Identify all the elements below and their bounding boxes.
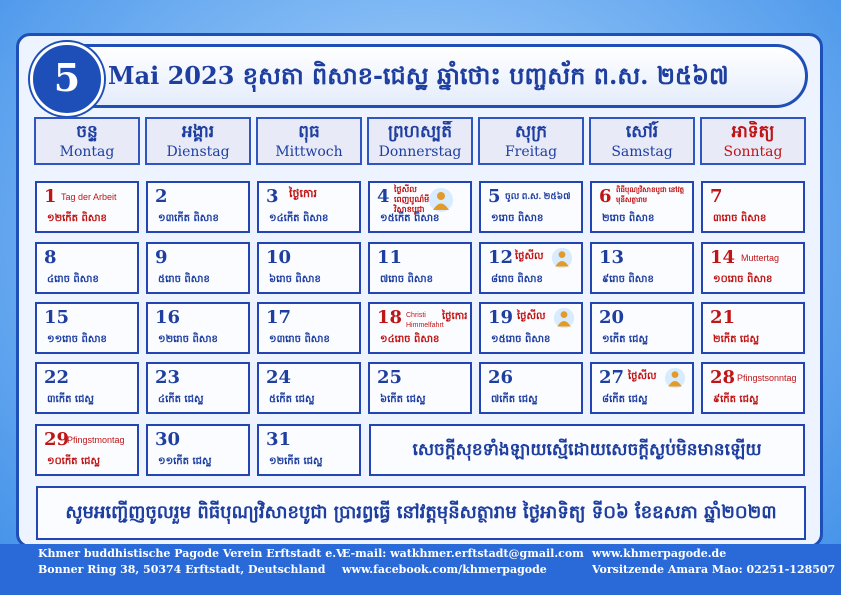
day-number: 22 <box>44 367 70 388</box>
day-number: 6 <box>599 186 612 207</box>
lunar-date: ១រោច ពិសាខ <box>491 213 544 224</box>
sila-day-label: ថ្ងៃសីល <box>517 311 546 322</box>
day-cell-22 <box>35 362 139 414</box>
weekday-km: សៅរ៍ <box>625 122 659 142</box>
weekday-km: សុក្រ <box>514 122 548 142</box>
day-cell-17 <box>257 302 361 354</box>
day-cell-18 <box>368 302 472 354</box>
weekday-de: Dienstag <box>166 144 230 160</box>
holiday-label: Christi Himmelfahrt <box>406 312 444 329</box>
lunar-date: ៦រោច ពិសាខ <box>269 274 321 285</box>
lunar-date: ៦កើត ជេស្ឋ <box>380 394 426 405</box>
lunar-date: ១២កើត ជេស្ឋ <box>269 456 323 467</box>
day-cell-12 <box>479 242 583 294</box>
holiday-label: Tag der Arbeit <box>61 192 117 202</box>
buddha-icon <box>664 367 686 389</box>
lunar-date: ១៥កើត ពិសាខ <box>380 213 440 224</box>
day-number: 8 <box>44 247 57 268</box>
sila-day-label: ថ្ងៃសីល <box>515 251 544 262</box>
day-cell-4 <box>368 181 472 233</box>
weekday-tuesday <box>145 117 251 165</box>
sila-day-label: ថ្ងៃសីល <box>628 371 657 382</box>
day-number: 19 <box>488 307 514 328</box>
buddha-icon <box>428 187 454 213</box>
month-number-badge: 5 <box>30 42 104 116</box>
lunar-date: ១២កើត ពិសាខ <box>47 213 107 224</box>
day-number: 10 <box>266 247 292 268</box>
lunar-date: ៣កើត ជេស្ឋ <box>47 394 94 405</box>
day-number: 21 <box>710 307 736 328</box>
day-number: 29 <box>44 429 70 450</box>
lunar-date: ៤រោច ពិសាខ <box>47 274 99 285</box>
day-number: 23 <box>155 367 181 388</box>
footer-website[interactable]: www.khmerpagode.de <box>592 547 727 560</box>
day-number: 5 <box>488 186 501 207</box>
day-cell-1 <box>35 181 139 233</box>
sila-day-label: ថ្ងៃសីល ពេញបូណ៌មី វិសាខបូជា <box>394 185 430 214</box>
day-number: 30 <box>155 429 181 450</box>
day-number: 9 <box>155 247 168 268</box>
weekday-saturday <box>589 117 695 165</box>
buddhist-quote: សេចក្តីសុខទាំងឡាយស្មើដោយសេចក្តីស្ងប់មិនមានឡើយ <box>369 424 805 476</box>
shaving-day-label: ថ្ងៃកោរ <box>442 311 468 322</box>
lunar-date: ១៥រោច ពិសាខ <box>491 334 551 345</box>
day-cell-31 <box>257 424 361 476</box>
day-cell-28 <box>701 362 805 414</box>
day-number: 1 <box>44 186 57 207</box>
weekday-sunday <box>700 117 806 165</box>
day-cell-9 <box>146 242 250 294</box>
day-number: 12 <box>488 247 514 268</box>
weekday-km: អាទិត្យ <box>731 122 775 142</box>
lunar-date: ១២រោច ពិសាខ <box>158 334 218 345</box>
weekday-km: ចន្ទ <box>76 122 98 142</box>
weekday-de: Samstag <box>611 144 673 160</box>
buddha-icon <box>551 247 573 269</box>
day-cell-16 <box>146 302 250 354</box>
day-number: 31 <box>266 429 292 450</box>
day-number: 20 <box>599 307 625 328</box>
day-cell-2 <box>146 181 250 233</box>
holiday-label: Muttertag <box>741 253 780 263</box>
lunar-date: ៧រោច ពិសាខ <box>380 274 433 285</box>
day-number: 4 <box>377 186 390 207</box>
lunar-date: ៨រោច ពិសាខ <box>491 274 543 285</box>
lunar-date: ១៣កើត ពិសាខ <box>158 213 219 224</box>
day-number: 24 <box>266 367 292 388</box>
footer-address: Bonner Ring 38, 50374 Erftstadt, Deutschland <box>38 563 326 576</box>
buddha-icon <box>553 307 575 329</box>
holiday-label: Pfingstsonntag <box>737 373 797 383</box>
day-cell-26 <box>479 362 583 414</box>
lunar-date: ១កើត ជេស្ឋ <box>602 334 648 345</box>
day-number: 14 <box>710 247 736 268</box>
day-cell-14 <box>701 242 805 294</box>
day-number: 28 <box>710 367 736 388</box>
day-cell-25 <box>368 362 472 414</box>
day-cell-29 <box>35 424 139 476</box>
lunar-date: ៩រោច ពិសាខ <box>602 274 654 285</box>
footer-facebook[interactable]: www.facebook.com/khmerpagode <box>342 563 547 576</box>
day-number: 11 <box>377 247 403 268</box>
weekday-de: Montag <box>59 144 115 160</box>
day-cell-27 <box>590 362 694 414</box>
day-number: 15 <box>44 307 70 328</box>
day-number: 3 <box>266 186 279 207</box>
weekday-km: ព្រហស្បតិ៍ <box>387 122 453 142</box>
footer <box>0 544 841 595</box>
day-cell-15 <box>35 302 139 354</box>
new-era-label: ចូល ព.ស. ២៥៦៧ <box>505 191 571 201</box>
day-number: 17 <box>266 307 292 328</box>
weekday-friday <box>478 117 584 165</box>
weekday-km: ពុធ <box>298 122 320 142</box>
day-number: 13 <box>599 247 625 268</box>
lunar-date: ៧កើត ជេស្ឋ <box>491 394 538 405</box>
weekday-de: Freitag <box>504 144 558 160</box>
day-number: 25 <box>377 367 403 388</box>
lunar-date: ១០កើត ជេស្ឋ <box>47 456 101 467</box>
shaving-day-label: ថ្ងៃកោរ <box>289 188 317 200</box>
weekday-km: អង្គារ <box>181 122 215 142</box>
day-cell-11 <box>368 242 472 294</box>
lunar-date: ១៤រោច ពិសាខ <box>380 334 440 345</box>
day-cell-13 <box>590 242 694 294</box>
day-cell-20 <box>590 302 694 354</box>
day-cell-21 <box>701 302 805 354</box>
lunar-date: ២រោច ពិសាខ <box>602 213 655 224</box>
calendar-title: Mai 2023 ខុសតា ពិសាខ-ជេស្ឋ ឆ្នាំថោះ បញ្ចស័ក ព.ស. ២៥៦៧ <box>108 61 729 90</box>
day-number: 18 <box>377 307 403 328</box>
day-cell-6 <box>590 181 694 233</box>
lunar-date: ៩កើត ជេស្ឋ <box>713 394 759 405</box>
footer-email[interactable]: E-mail: watkhmer.erftstadt@gmail.com <box>342 547 584 560</box>
weekday-de: Mittwoch <box>275 144 343 160</box>
footer-chair: Vorsitzende Amara Mao: 02251-128507 <box>592 563 836 576</box>
lunar-date: ១១រោច ពិសាខ <box>47 334 107 345</box>
day-cell-3 <box>257 181 361 233</box>
day-cell-10 <box>257 242 361 294</box>
weekday-de: Donnerstag <box>378 144 462 160</box>
day-number: 26 <box>488 367 514 388</box>
day-cell-30 <box>146 424 250 476</box>
day-number: 27 <box>599 367 625 388</box>
lunar-date: ៨កើត ជេស្ឋ <box>602 394 648 405</box>
festival-label: ពិធីបុណ្យវិសាខបូជា នៅវត្តមុនីសត្ថារាម <box>616 187 685 204</box>
lunar-date: ៥រោច ពិសាខ <box>158 274 210 285</box>
day-cell-7 <box>701 181 805 233</box>
lunar-date: ១០រោច ពិសាខ <box>713 274 773 285</box>
weekday-thursday <box>367 117 473 165</box>
lunar-date: ៥កើត ជេស្ឋ <box>269 394 315 405</box>
lunar-date: ១១កើត ជេស្ឋ <box>158 456 212 467</box>
day-cell-19 <box>479 302 583 354</box>
invitation-banner: សូមអញ្ជើញចូលរួម ពិធីបុណ្យវិសាខបូជា ប្រារព្ធធ្វើ នៅវត្តមុនីសត្ថារាម ថ្ងៃអាទិត្យ ទី០៦ ខែឧសភា ឆ្នាំ២០២៣ <box>36 486 806 540</box>
weekday-de: Sonntag <box>723 144 783 160</box>
lunar-date: ២កើត ជេស្ឋ <box>713 334 759 345</box>
day-number: 16 <box>155 307 181 328</box>
day-cell-23 <box>146 362 250 414</box>
day-cell-5 <box>479 181 583 233</box>
weekday-monday <box>34 117 140 165</box>
footer-org: Khmer buddhistische Pagode Verein Erftstadt e.V. <box>38 547 347 560</box>
day-cell-24 <box>257 362 361 414</box>
holiday-label: Pfingstmontag <box>67 435 125 445</box>
day-cell-8 <box>35 242 139 294</box>
lunar-date: ១៤កើត ពិសាខ <box>269 213 329 224</box>
weekday-wednesday <box>256 117 362 165</box>
day-number: 2 <box>155 186 168 207</box>
lunar-date: ៣រោច ពិសាខ <box>713 213 767 224</box>
lunar-date: ១៣រោច ពិសាខ <box>269 334 330 345</box>
day-number: 7 <box>710 186 723 207</box>
lunar-date: ៤កើត ជេស្ឋ <box>158 394 204 405</box>
